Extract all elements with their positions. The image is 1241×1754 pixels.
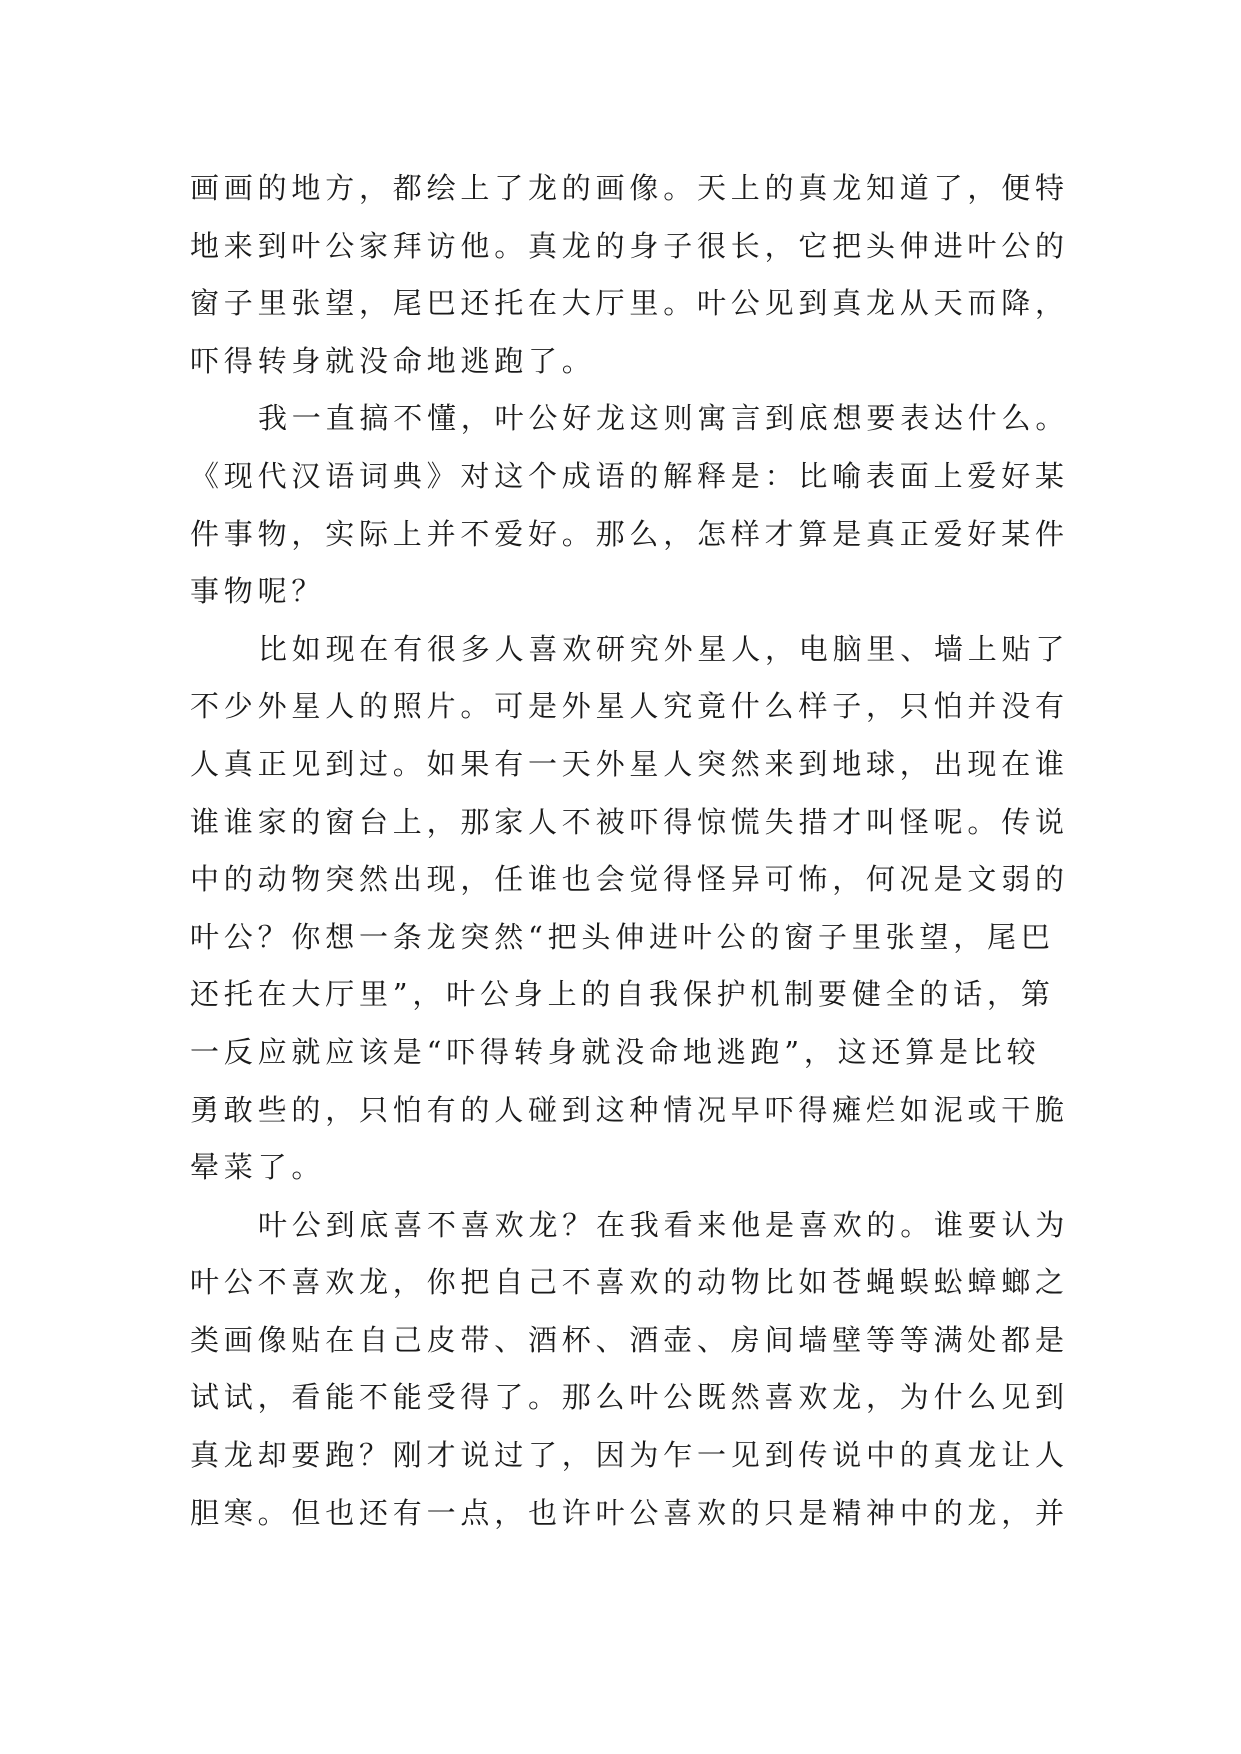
text-line: 窗子里张望，尾巴还托在大厅里。叶公见到真龙从天而降，	[190, 286, 1069, 321]
text-line: 类画像贴在自己皮带、酒杯、酒壶、房间墙壁等等满处都是	[190, 1322, 1069, 1357]
text-line: 试试，看能不能受得了。那么叶公既然喜欢龙，为什么见到	[190, 1380, 1069, 1415]
text-line: 叶公？你想一条龙突然“把头伸进叶公的窗子里张望，尾巴	[190, 919, 1055, 954]
text-line: 不少外星人的照片。可是外星人究竟什么样子，只怕并没有	[190, 689, 1069, 724]
body-text	[190, 160, 1070, 1542]
paragraph-first-line: 比如现在有很多人喜欢研究外星人，电脑里、墙上贴了	[258, 631, 1070, 666]
text-line: 件事物，实际上并不爱好。那么，怎样才算是真正爱好某件	[190, 516, 1069, 551]
text-line: 胆寒。但也还有一点，也许叶公喜欢的只是精神中的龙，并	[190, 1495, 1069, 1530]
text-line: 晕菜了。	[190, 1150, 326, 1185]
paragraph-first-line: 我一直搞不懂，叶公好龙这则寓言到底想要表达什么。	[258, 401, 1070, 436]
text-line: 真龙却要跑？刚才说过了，因为乍一见到传说中的真龙让人	[190, 1438, 1069, 1473]
text-line: 谁谁家的窗台上，那家人不被吓得惊慌失措才叫怪呢。传说	[190, 804, 1069, 839]
text-line: 中的动物突然出现，任谁也会觉得怪异可怖，何况是文弱的	[190, 862, 1069, 897]
text-line: 《现代汉语词典》对这个成语的解释是：比喻表面上爱好某	[190, 458, 1069, 493]
text-line: 人真正见到过。如果有一天外星人突然来到地球，出现在谁	[190, 746, 1069, 781]
text-line: 还托在大厅里”，叶公身上的自我保护机制要健全的话，第	[190, 977, 1055, 1012]
text-line: 事物呢？	[190, 574, 326, 609]
text-line: 吓得转身就没命地逃跑了。	[190, 343, 596, 378]
text-line: 一反应就应该是“吓得转身就没命地逃跑”，这还算是比较	[190, 1034, 1041, 1069]
text-line: 叶公不喜欢龙，你把自己不喜欢的动物比如苍蝇蜈蚣蟑螂之	[190, 1265, 1069, 1300]
text-line: 画画的地方，都绘上了龙的画像。天上的真龙知道了，便特	[190, 171, 1069, 205]
text-line: 勇敢些的，只怕有的人碰到这种情况早吓得瘫烂如泥或干脆	[190, 1092, 1069, 1127]
text-line: 地来到叶公家拜访他。真龙的身子很长，它把头伸进叶公的	[190, 228, 1069, 263]
paragraph-first-line: 叶公到底喜不喜欢龙？在我看来他是喜欢的。谁要认为	[258, 1207, 1070, 1242]
